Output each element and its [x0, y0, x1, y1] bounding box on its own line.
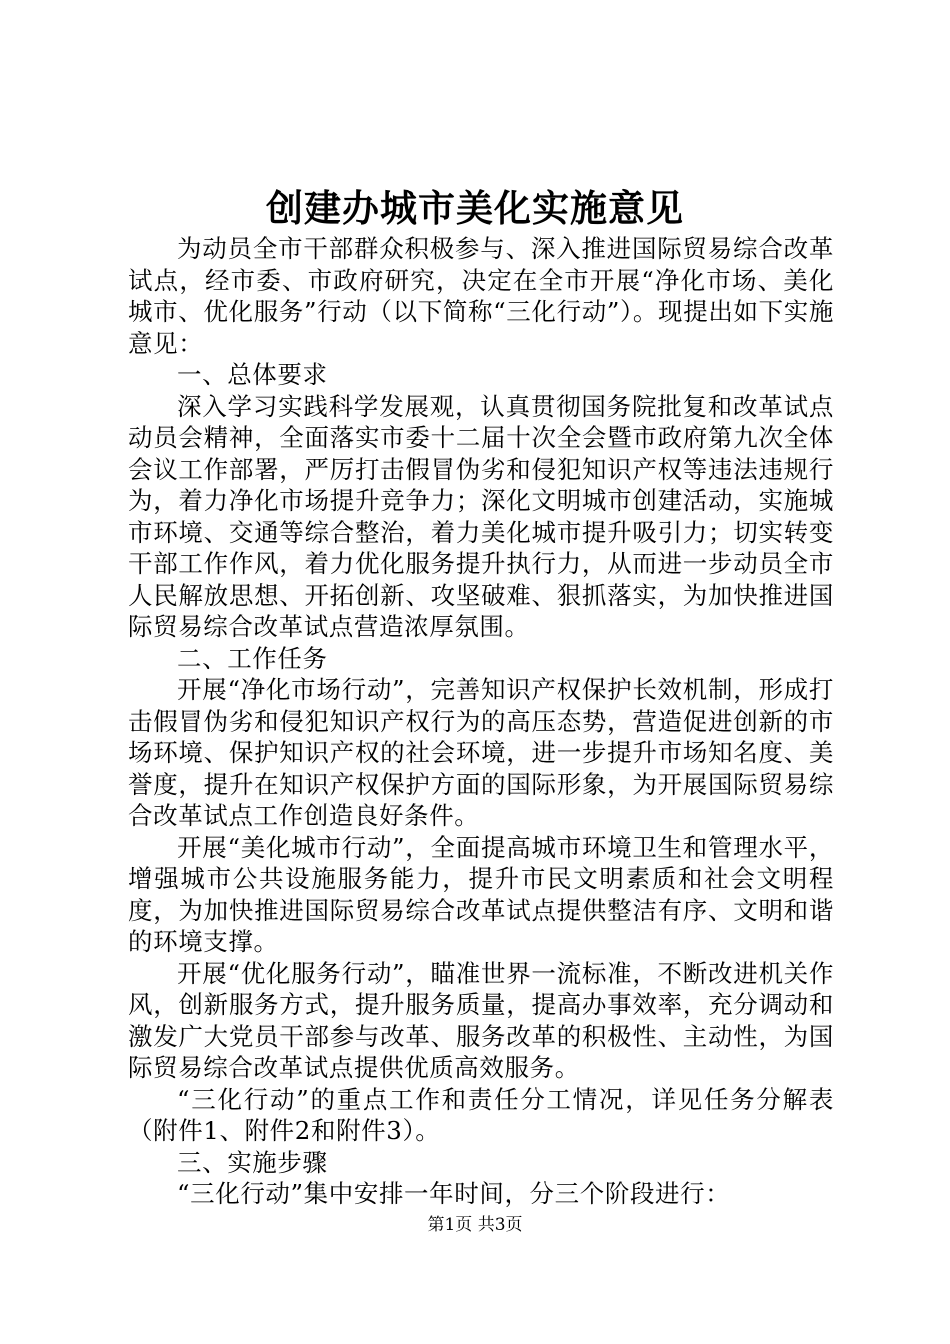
task-breakdown-paragraph: “三化行动”的重点工作和责任分工情况，详见任务分解表（附件1、附件2和附件3）。: [128, 1084, 834, 1145]
page-number-footer: 第1页 共3页: [427, 1215, 523, 1235]
section-heading-general-requirements: 一、总体要求: [177, 360, 328, 389]
document-body: [128, 233, 834, 1210]
section-heading-implementation-steps: 三、实施步骤: [177, 1147, 328, 1177]
section-heading-work-tasks: 二、工作任务: [177, 643, 328, 673]
service-optimization-paragraph: 开展“优化服务行动”，瞄准世界一流标准，不断改进机关作风，创新服务方式，提升服务质量，提高办事效率，充分调动和激发广大党员干部参与改革、服务改革的积极性、主动性，为国际贸易综合改革试点提供优质高效服务。: [128, 958, 834, 1082]
document-title: 创建办城市美化实施意见: [266, 186, 684, 230]
intro-paragraph: 为动员全市干部群众积极参与、深入推进国际贸易综合改革试点，经市委、市政府研究，决定在全市开展“净化市场、美化城市、优化服务”行动（以下简称“三化行动”）。现提出如下实施意见：: [128, 234, 834, 358]
implementation-steps-paragraph: “三化行动”集中安排一年时间，分三个阶段进行：: [177, 1179, 731, 1208]
city-beautification-paragraph: 开展“美化城市行动”，全面提高城市环境卫生和管理水平，增强城市公共设施服务能力，提升市民文明素质和社会文明程度，为加快推进国际贸易综合改革试点提供整洁有序、文明和谐的环境支撑。: [128, 832, 834, 956]
general-requirements-paragraph: 深入学习实践科学发展观，认真贯彻国务院批复和改革试点动员会精神，全面落实市委十二届十次全会暨市政府第九次全体会议工作部署，严厉打击假冒伪劣和侵犯知识产权等违法违规行为，着力净化市场提升竞争力；深化文明城市创建活动，实施城市环境、交通等综合整治，着力美化城市提升吸引力；切实转变干部工作作风，着力优化服务提升执行力，从而进一步动员全市人民解放思想、开拓创新、攻坚破难、狠抓落实，为加快推进国际贸易综合改革试点营造浓厚氛围。: [128, 391, 834, 641]
market-purification-paragraph: 开展“净化市场行动”，完善知识产权保护长效机制，形成打击假冒伪劣和侵犯知识产权行为的高压态势，营造促进创新的市场环境、保护知识产权的社会环境，进一步提升市场知名度、美誉度，提升在知识产权保护方面的国际形象，为开展国际贸易综合改革试点工作创造良好条件。: [128, 675, 834, 830]
